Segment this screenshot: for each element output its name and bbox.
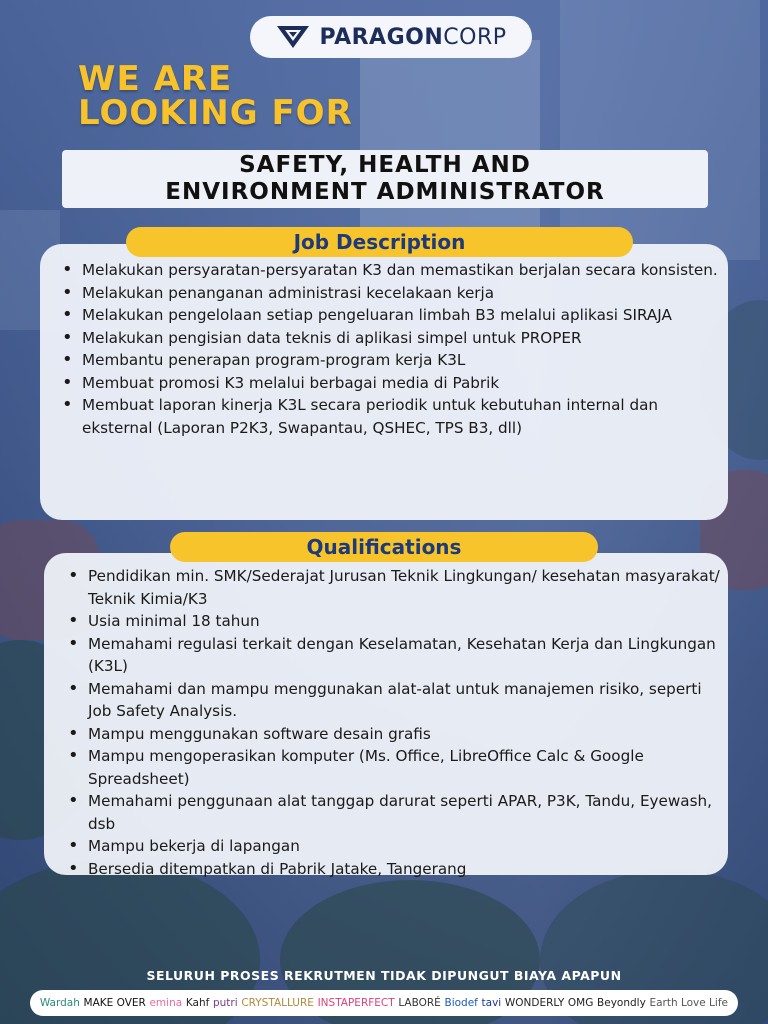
qualifications-list (64, 565, 724, 880)
position-title-line-2: ENVIRONMENT ADMINISTRATOR (165, 179, 605, 205)
brand-logo: Kahf (185, 997, 210, 1009)
position-title-line-1: SAFETY, HEALTH AND (239, 152, 531, 178)
qualifications-heading: Qualifications (170, 532, 598, 562)
list-item: • Mampu mengoperasikan komputer (Ms. Office, LibreOffice Calc & Google Spreadsheet) (64, 745, 724, 790)
list-item: • Pendidikan min. SMK/Sederajat Jurusan Teknik Lingkungan/ kesehatan masyarakat/ Teknik Kimia/K3 (64, 565, 724, 610)
position-title (62, 150, 708, 208)
brand-logo: OMG (567, 997, 594, 1009)
list-item: • Melakukan pengelolaan setiap pengeluaran limbah B3 melalui aplikasi SIRAJA (58, 304, 726, 327)
brand-logo: putri (212, 997, 238, 1009)
paragon-chevron-icon (275, 24, 311, 50)
headline-line-2: LOOKING FOR (78, 93, 353, 133)
job-description-heading: Job Description (126, 227, 633, 257)
brand-logo: WONDERLY (504, 997, 565, 1009)
headline (78, 59, 498, 133)
list-item: • Membantu penerapan program-program kerja K3L (58, 349, 726, 372)
list-item: • Memahami regulasi terkait dengan Keselamatan, Kesehatan Kerja dan Lingkungan (K3L) (64, 633, 724, 678)
list-item: • Melakukan pengisian data teknis di aplikasi simpel untuk PROPER (58, 327, 726, 350)
brand-logo: MAKE OVER (83, 997, 146, 1009)
list-item: • Memahami penggunaan alat tanggap darurat seperti APAR, P3K, Tandu, Eyewash, dsb (64, 790, 724, 835)
company-logo (250, 16, 532, 58)
job-description-list (58, 259, 726, 439)
brand-logo: Biodef (444, 997, 478, 1009)
list-item: • Membuat laporan kinerja K3L secara periodik untuk kebutuhan internal dan eksternal (Laporan P2K3, Swapantau, QSHEC, TPS B3, dll) (58, 394, 726, 439)
brand-logos-strip (30, 990, 738, 1016)
brand-logo: emina (149, 997, 183, 1009)
list-item: • Mampu menggunakan software desain grafis (64, 723, 724, 746)
list-item: • Bersedia ditempatkan di Pabrik Jatake, Tangerang (64, 858, 724, 881)
brand-logo: INSTAPERFECT (317, 997, 395, 1009)
recruitment-free-notice: SELURUH PROSES REKRUTMEN TIDAK DIPUNGUT BIAYA APAPUN (146, 968, 622, 983)
list-item: • Melakukan penanganan administrasi kecelakaan kerja (58, 282, 726, 305)
headline-line-1: WE ARE (78, 59, 233, 99)
brand-logo: LABORÉ (398, 997, 441, 1009)
list-item: • Usia minimal 18 tahun (64, 610, 724, 633)
list-item: • Mampu bekerja di lapangan (64, 835, 724, 858)
brand-logo: Beyondly (597, 997, 646, 1009)
list-item: • Membuat promosi K3 melalui berbagai media di Pabrik (58, 372, 726, 395)
brand-logo: tavi (481, 997, 502, 1009)
brand-logo: Earth Love Life (649, 997, 728, 1009)
logo-text: PARAGONCORP (319, 24, 507, 50)
brand-logo: Wardah (39, 997, 80, 1009)
brand-logo: CRYSTALLURE (241, 997, 314, 1009)
list-item: • Memahami dan mampu menggunakan alat-alat untuk manajemen risiko, seperti Job Safety Analysis. (64, 678, 724, 723)
list-item: • Melakukan persyaratan-persyaratan K3 dan memastikan berjalan secara konsisten. (58, 259, 726, 282)
